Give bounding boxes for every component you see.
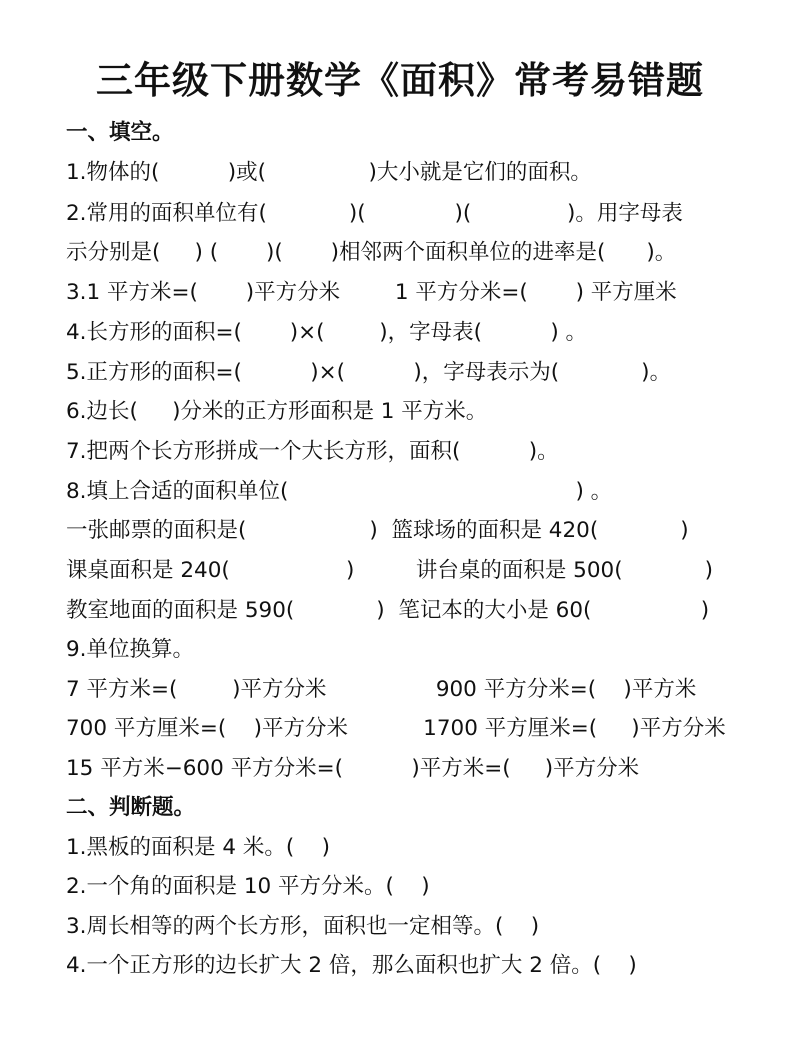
question-8-row-2: 课桌面积是 240( ) 讲台桌的面积是 500( ) — [66, 558, 713, 583]
section-heading-true-false: 二、判断题。 — [66, 795, 196, 820]
judge-question-3: 3.周长相等的两个长方形，面积也一定相等。( ) — [66, 914, 540, 939]
question-6: 6.边长( )分米的正方形面积是 1 平方米。 — [66, 399, 488, 424]
question-9: 9.单位换算。 — [66, 637, 195, 662]
judge-question-4: 4.一个正方形的边长扩大 2 倍，那么面积也扩大 2 倍。( ) — [66, 953, 637, 978]
question-1: 1.物体的( )或( )大小就是它们的面积。 — [66, 160, 592, 185]
question-2-line-2: 示分别是( ) ( )( )相邻两个面积单位的进率是( )。 — [66, 240, 677, 265]
section-heading-fill-blank: 一、填空。 — [66, 120, 174, 145]
judge-question-2: 2.一个角的面积是 10 平方分米。( ) — [66, 874, 430, 899]
question-2-line-1: 2.常用的面积单位有( )( )( )。用字母表 — [66, 201, 683, 226]
question-8-row-3: 教室地面的面积是 590( ) 笔记本的大小是 60( ) — [66, 598, 710, 623]
judge-question-1: 1.黑板的面积是 4 米。( ) — [66, 835, 330, 860]
page-title: 三年级下册数学《面积》常考易错题 — [96, 59, 704, 102]
question-8-row-1: 一张邮票的面积是( ) 篮球场的面积是 420( ) — [66, 518, 689, 543]
question-7: 7.把两个长方形拼成一个大长方形，面积( )。 — [66, 439, 559, 464]
question-9-row-2: 700 平方厘米=( )平方分米 1700 平方厘米=( )平方分米 — [66, 716, 726, 741]
question-8: 8.填上合适的面积单位( ) 。 — [66, 479, 613, 504]
question-4: 4.长方形的面积=( )×( )，字母表( ) 。 — [66, 320, 588, 345]
question-3: 3.1 平方米=( )平方分米 1 平方分米=( ) 平方厘米 — [66, 280, 677, 305]
question-9-row-1: 7 平方米=( )平方分米 900 平方分米=( )平方米 — [66, 677, 697, 702]
question-5: 5.正方形的面积=( )×( )，字母表示为( )。 — [66, 360, 672, 385]
question-9-row-3: 15 平方米−600 平方分米=( )平方米=( )平方分米 — [66, 756, 640, 781]
